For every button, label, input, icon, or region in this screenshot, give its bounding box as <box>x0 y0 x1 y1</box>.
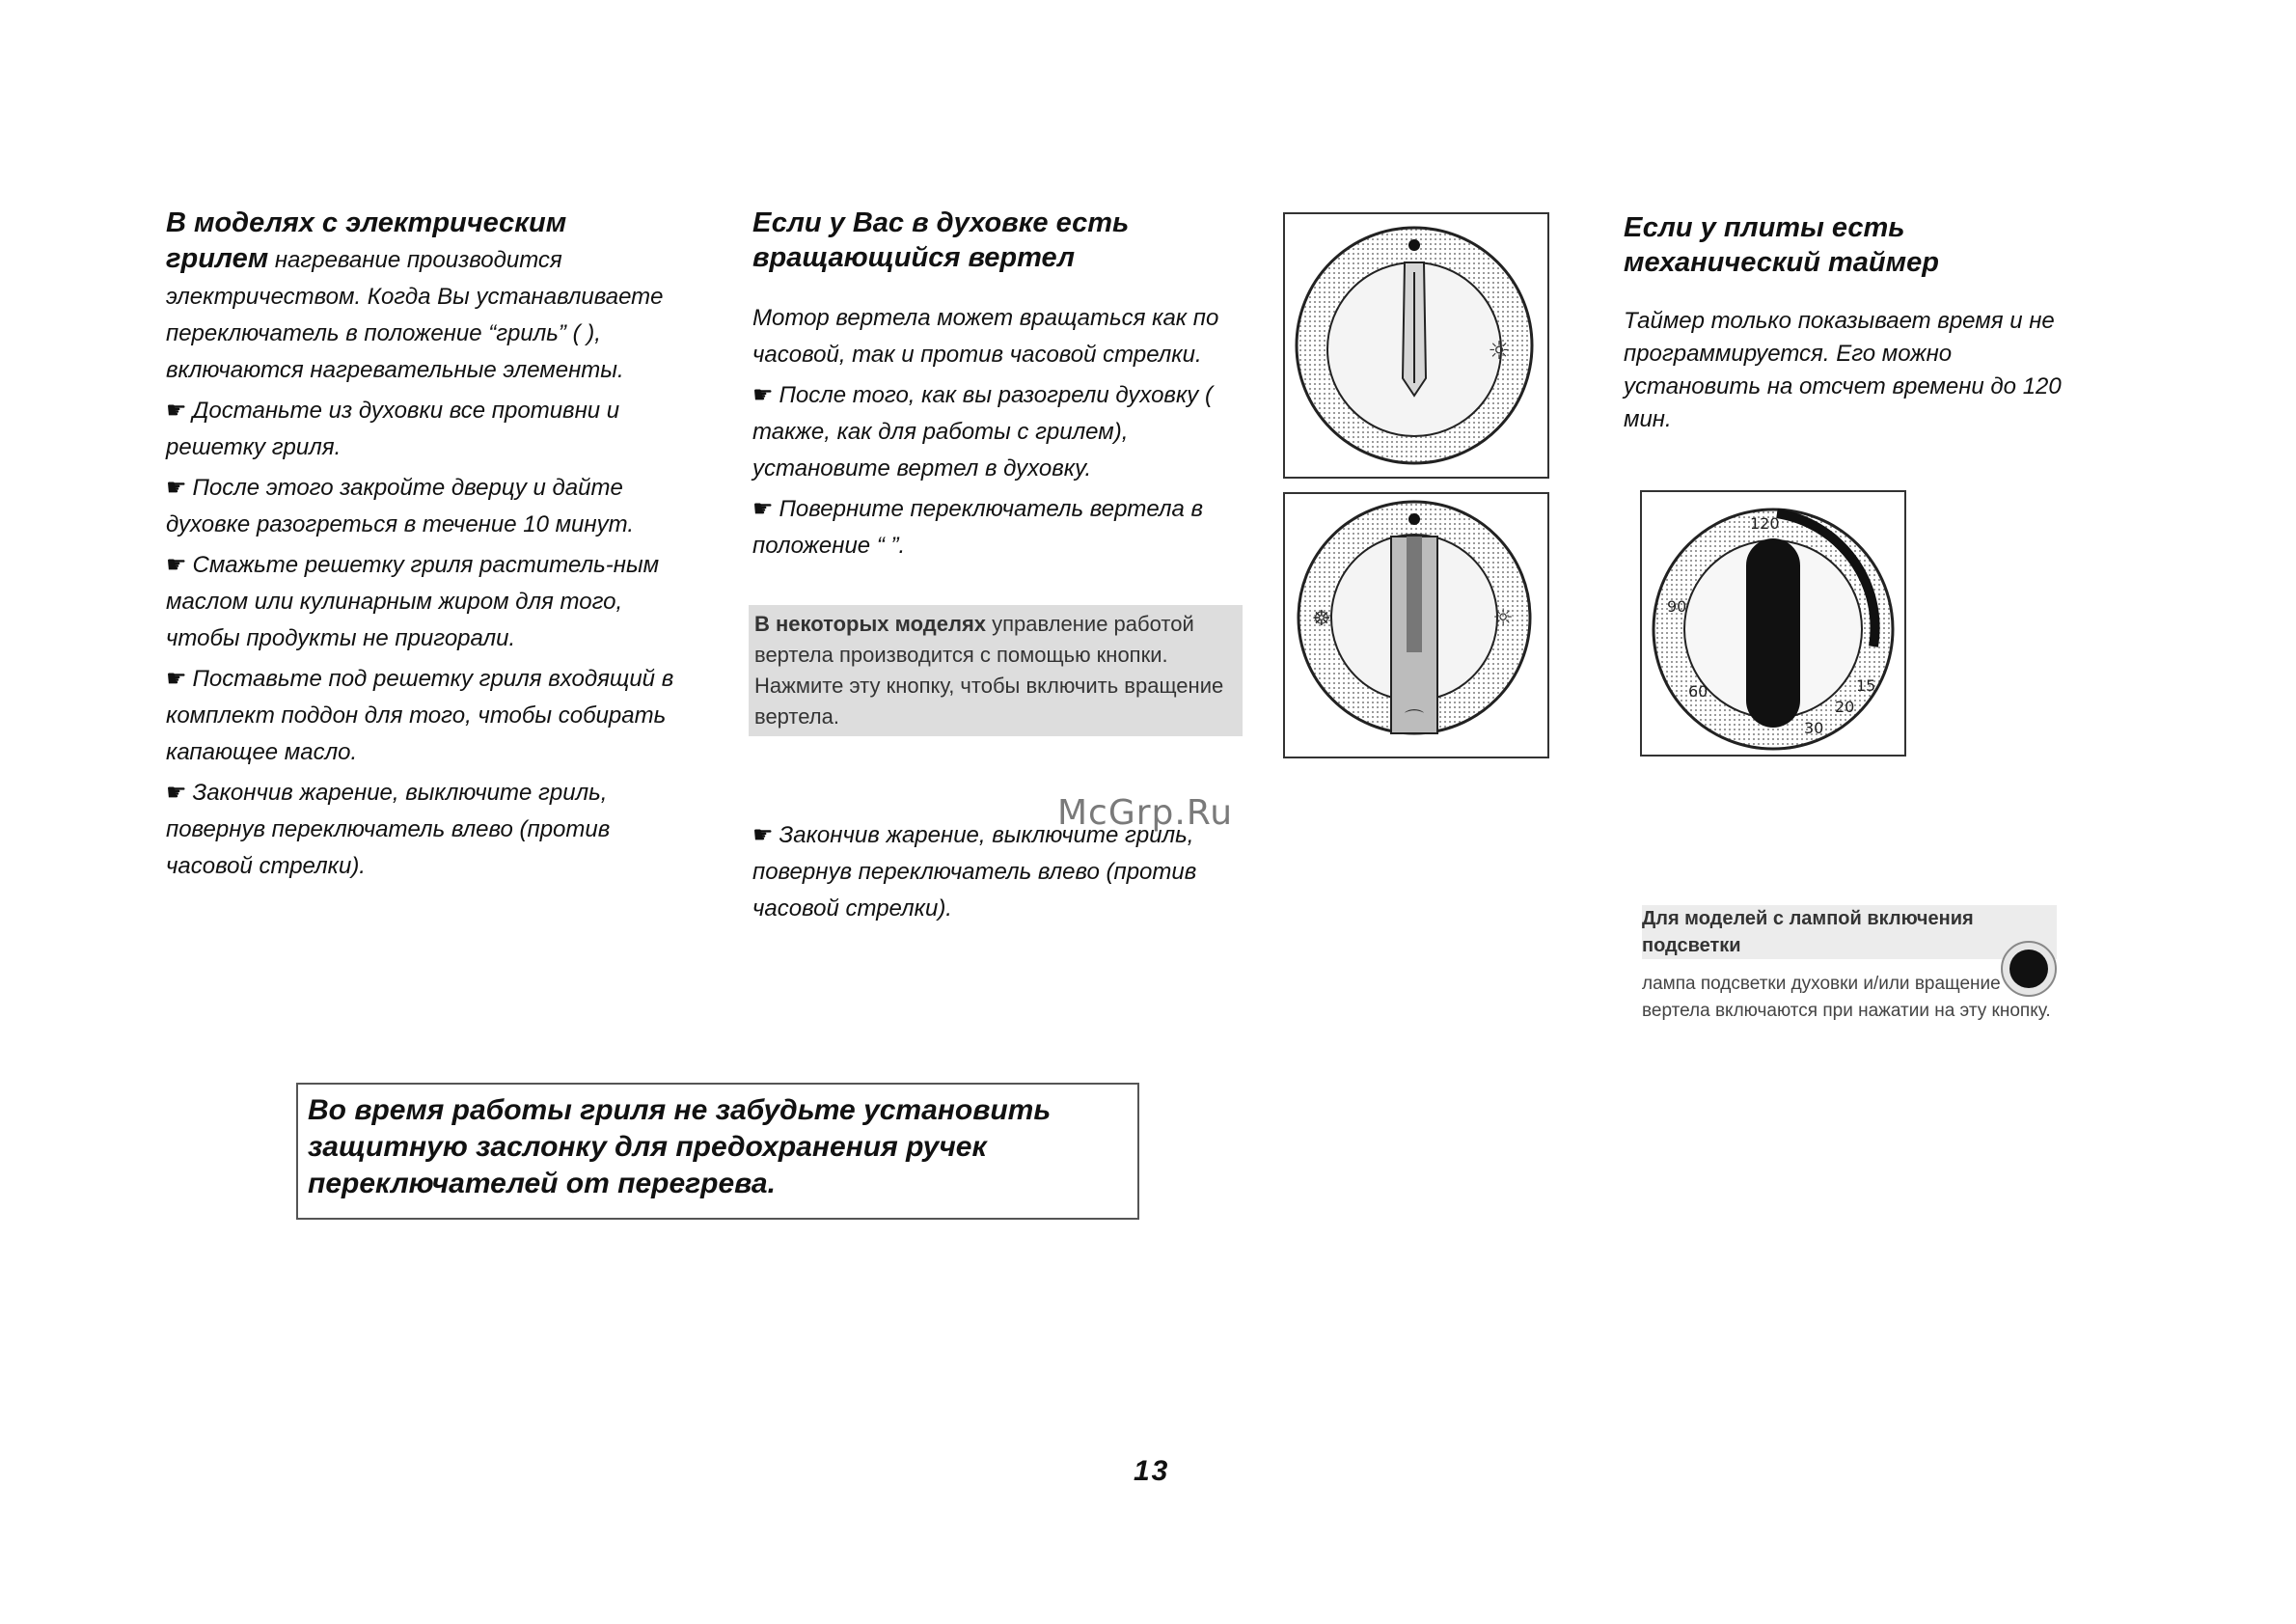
rotisserie-knob-diagram <box>1285 494 1547 757</box>
oven-knob-figure <box>1283 212 1549 479</box>
timer-paragraph: Таймер только показывает время и не программируется. Его можно установить на отсчет времени до 120 мин. <box>1624 308 2062 432</box>
intro-paragraph: Мотор вертела может вращаться как по часовой, так и против часовой стрелки. <box>752 305 1219 368</box>
oven-knob-diagram <box>1285 214 1547 477</box>
list-item: ☛ После того, как вы разогрели духовку ( также, как для работы с грилем), установите вертел в духовку. <box>752 382 1213 482</box>
rotisserie-icon: ☸ <box>1312 607 1331 631</box>
grill-icon: ⌒ <box>1405 707 1424 730</box>
intro-text: нагревание производится электричеством. Когда Вы устанавливаете переключатель в положение “гриль” ( ), включаются нагревательные элементы. <box>166 247 664 383</box>
pointing-hand-icon: ☛ <box>752 822 774 848</box>
warning-line: переключателей от перегрева. <box>308 1168 776 1199</box>
button-model-note: В некоторых моделях управление работой вертела производится с помощью кнопки. Нажмите эту кнопку, чтобы включить вращение вертела. <box>749 605 1243 736</box>
warning-box <box>296 1083 1139 1220</box>
list-item: ☛ Смажьте решетку гриля раститель-ным маслом или кулинарным жиром для того, чтобы продукты не пригорали. <box>166 552 660 651</box>
pointing-hand-icon: ☛ <box>166 666 187 692</box>
timer-label: 20 <box>1835 698 1855 716</box>
watermark: McGrp.Ru <box>1057 793 1234 833</box>
lamp-note-text: лампа подсветки духовки и/или вращение вертела включаются при нажатии на эту кнопку. <box>1642 974 2051 1021</box>
intro-paragraph <box>166 240 687 389</box>
pointing-hand-icon: ☛ <box>166 780 187 806</box>
list-item: ☛ После этого закройте дверцу и дайте духовке разогреться в течение 10 минут. <box>166 475 635 537</box>
lamp-icon: ☼ <box>1492 604 1514 631</box>
pointing-hand-icon: ☛ <box>166 552 187 578</box>
list-item: ☛ Достаньте из духовки все противни и решетку гриля. <box>166 398 620 460</box>
list-item: ☛ Поставьте под решетку гриля входящий в комплект поддон для того, чтобы собирать капающее масло. <box>166 666 674 765</box>
lamp-button-icon <box>2000 940 2058 998</box>
electric-grill-section <box>166 206 687 885</box>
section-heading: Если у плиты есть механический таймер <box>1624 212 1939 278</box>
timer-section <box>1624 210 2067 436</box>
timer-label: 90 <box>1667 597 1687 616</box>
section-heading: В моделях с электрическим <box>166 207 567 238</box>
timer-label: 30 <box>1804 719 1824 737</box>
timer-knob-diagram <box>1642 492 1904 755</box>
pointing-hand-icon: ☛ <box>166 398 187 424</box>
pointing-hand-icon: ☛ <box>752 382 774 408</box>
lamp-note-title: Для моделей с лампой включения подсветки <box>1642 905 2057 959</box>
timer-label: 15 <box>1856 676 1876 695</box>
rotisserie-knob-figure <box>1283 492 1549 758</box>
lamp-icon: ☼ <box>1488 337 1511 366</box>
section-heading: Если у Вас в духовке есть вращающийся вертел <box>752 207 1130 273</box>
timer-knob-figure <box>1640 490 1906 757</box>
pointing-hand-icon: ☛ <box>166 475 187 501</box>
lamp-model-note <box>1642 905 2057 1025</box>
page-number: 13 <box>1134 1455 1170 1487</box>
list-item: ☛ Закончив жарение, выключите гриль, повернув переключатель влево (против часовой стрелки). <box>752 822 1197 922</box>
list-item: ☛ Поверните переключатель вертела в положение “ ”. <box>752 496 1204 559</box>
warning-line: защитную заслонку для предохранения ручек <box>308 1131 987 1163</box>
warning-line: Во время работы гриля не забудьте установить <box>308 1094 1052 1126</box>
pointing-hand-icon: ☛ <box>752 496 774 522</box>
list-item: ☛ Закончив жарение, выключите гриль, повернув переключатель влево (против часовой стрелки). <box>166 780 611 879</box>
timer-label: 60 <box>1688 682 1708 701</box>
lead-word: грилем <box>166 243 269 274</box>
timer-label: 120 <box>1750 514 1780 533</box>
